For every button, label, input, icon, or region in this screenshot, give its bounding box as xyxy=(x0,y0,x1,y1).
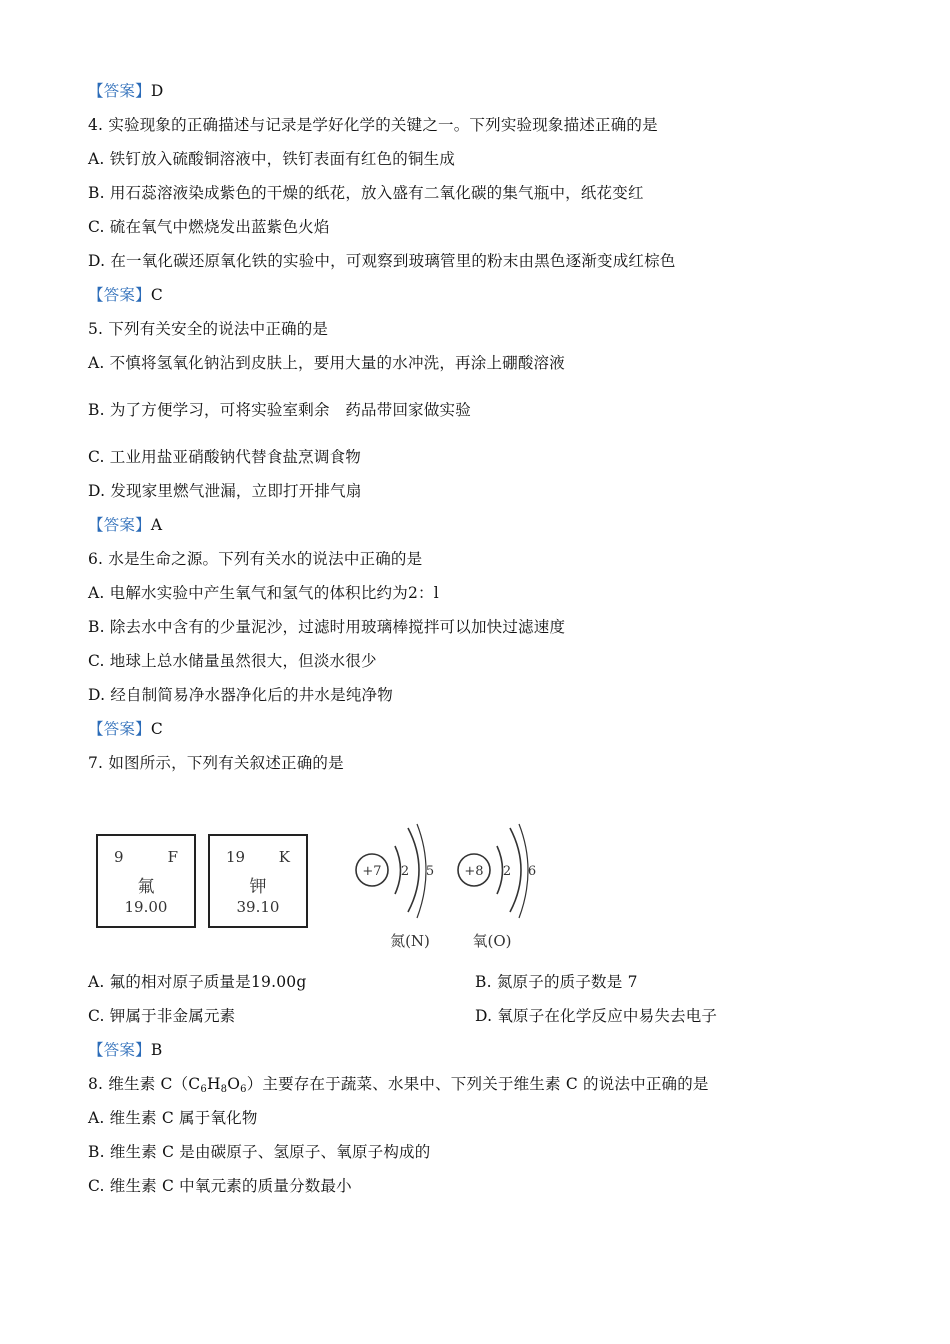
q6-option-d: D. 经自制简易净水器净化后的井水是纯净物 xyxy=(88,686,393,704)
q7-figure xyxy=(92,808,552,958)
element-name: 钾 xyxy=(249,877,267,897)
oxygen-label: 氧(O) xyxy=(472,932,512,950)
oxygen-shell-1-electrons: 2 xyxy=(502,864,512,879)
q6-option-b: B. 除去水中含有的少量泥沙，过滤时用玻璃棒搅拌可以加快过滤速度 xyxy=(88,618,566,636)
nitrogen-shell-1 xyxy=(395,846,401,894)
nitrogen-nucleus-charge: +7 xyxy=(362,864,382,879)
oxygen-shell-2-electrons: 6 xyxy=(527,864,537,879)
atomic-mass: 39.10 xyxy=(236,898,280,916)
nitrogen-label: 氮(N) xyxy=(390,932,430,950)
q8-option-c: C. 维生素 C 中氧元素的质量分数最小 xyxy=(88,1177,352,1195)
q4-stem: 4. 实验现象的正确描述与记录是学好化学的关键之一。下列实验现象描述正确的是 xyxy=(88,116,658,134)
answer-value: D xyxy=(150,82,164,100)
q6-option-a: A. 电解水实验中产生氧气和氢气的体积比约为2：l xyxy=(88,584,439,602)
q4-option-b: B. 用石蕊溶液染成紫色的干燥的纸花，放入盛有二氧化碳的集气瓶中，纸花变红 xyxy=(88,184,644,202)
nitrogen-atom-diagram xyxy=(356,824,434,950)
answer-value: C xyxy=(150,720,163,738)
q4-option-d: D. 在一氧化碳还原氧化铁的实验中，可观察到玻璃管里的粉末由黑色逐渐变成红棕色 xyxy=(88,252,676,270)
q8-stem xyxy=(88,1074,709,1094)
q5-answer xyxy=(88,515,162,535)
q6-option-c: C. 地球上总水储量虽然很大，但淡水很少 xyxy=(88,652,377,670)
q7-option-c: C. 钾属于非金属元素 xyxy=(88,1007,236,1025)
answer-value: B xyxy=(150,1041,163,1059)
q7-option-d: D. 氧原子在化学反应中易失去电子 xyxy=(475,1007,718,1025)
atomic-number: 9 xyxy=(114,848,124,866)
q5-stem: 5. 下列有关安全的说法中正确的是 xyxy=(88,320,329,338)
element-name: 氟 xyxy=(137,877,155,897)
q8-sub-hydrogen: 8 xyxy=(220,1084,228,1095)
q8-hydrogen: H xyxy=(206,1075,221,1093)
q8-stem-post: ）主要存在于蔬菜、水果中、下列关于维生素 C 的说法中正确的是 xyxy=(246,1075,709,1093)
q7-stem: 7. 如图所示，下列有关叙述正确的是 xyxy=(88,754,344,772)
nitrogen-shell-1-electrons: 2 xyxy=(400,864,410,879)
atom-structure-diagrams xyxy=(92,808,552,958)
q5-option-d: D. 发现家里燃气泄漏，立即打开排气扇 xyxy=(88,482,362,500)
answer-value: C xyxy=(150,286,163,304)
q8-stem-pre: 8. 维生素 C（C xyxy=(88,1075,201,1093)
oxygen-shell-2 xyxy=(510,828,521,912)
nitrogen-shell-2-electrons: 5 xyxy=(425,864,435,879)
oxygen-shell-1 xyxy=(497,846,503,894)
q5-option-b: B. 为了方便学习，可将实验室剩余 药品带回家做实验 xyxy=(88,401,471,419)
answer-tag: 【答案】 xyxy=(88,82,151,100)
q8-oxygen: O xyxy=(227,1075,241,1093)
answer-value: A xyxy=(150,516,163,534)
q6-stem: 6. 水是生命之源。下列有关水的说法中正确的是 xyxy=(88,550,423,568)
answer-tag: 【答案】 xyxy=(88,516,151,534)
atomic-mass: 19.00 xyxy=(124,898,168,916)
q6-answer xyxy=(88,719,163,739)
atomic-number: 19 xyxy=(226,848,246,866)
q8-sub-oxygen: 6 xyxy=(240,1084,247,1095)
q7-option-a: A. 氟的相对原子质量是19.00g xyxy=(88,973,307,991)
answer-tag: 【答案】 xyxy=(88,286,151,304)
q8-option-b: B. 维生素 C 是由碳原子、氢原子、氧原子构成的 xyxy=(88,1143,431,1161)
q4-answer xyxy=(88,285,163,305)
oxygen-atom-diagram xyxy=(458,824,536,950)
q4-option-c: C. 硫在氧气中燃烧发出蓝紫色火焰 xyxy=(88,218,330,236)
q7-answer xyxy=(88,1040,162,1060)
q8-option-a: A. 维生素 C 属于氧化物 xyxy=(88,1109,258,1127)
answer-tag: 【答案】 xyxy=(88,1041,151,1059)
answer-tag: 【答案】 xyxy=(88,720,151,738)
q4-option-a: A. 铁钉放入硫酸铜溶液中，铁钉表面有红色的铜生成 xyxy=(88,150,456,168)
element-symbol: K xyxy=(278,848,290,866)
element-symbol: F xyxy=(167,848,178,866)
q7-option-b: B. 氮原子的质子数是 7 xyxy=(475,973,638,991)
nitrogen-shell-2 xyxy=(408,828,419,912)
q8-sub-carbon: 6 xyxy=(200,1084,207,1095)
oxygen-nucleus-charge: +8 xyxy=(464,864,484,879)
q3-answer xyxy=(88,81,163,101)
q5-option-a: A. 不慎将氢氧化钠沾到皮肤上，要用大量的水冲洗，再涂上硼酸溶液 xyxy=(88,354,565,372)
q5-option-c: C. 工业用盐亚硝酸钠代替食盐烹调食物 xyxy=(88,448,361,466)
